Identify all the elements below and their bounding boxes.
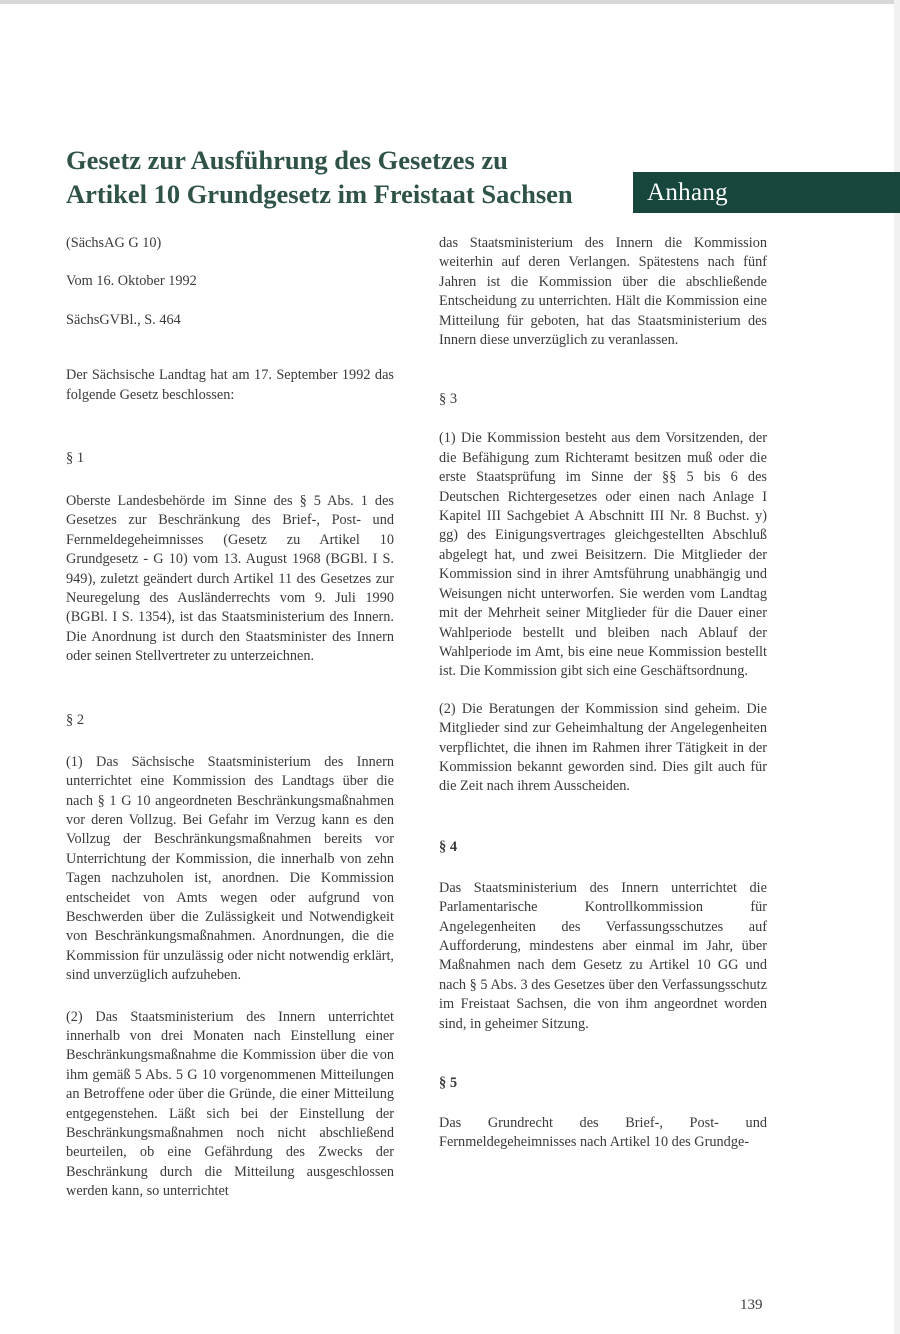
section-2-heading: § 2: [66, 711, 85, 728]
section-1-heading: § 1: [66, 450, 85, 467]
title-line-1: Gesetz zur Ausführung des Gesetzes zu: [66, 145, 508, 175]
section-3-heading: § 3: [439, 391, 458, 408]
top-border: [0, 0, 900, 4]
section-5-heading: § 5: [439, 1075, 458, 1091]
left-column: [66, 234, 394, 1202]
document-title: [66, 143, 626, 211]
section-2-paragraph-2: (2) Das Staatsministerium des Innern unterrichtet innerhalb von drei Monaten nach Einstellung einer Beschränkungsmaßnahme die Kommission über die von ihm gemäß 5 Abs. 5 G 10 vorgenommenen Mitteilungen an Betroffene oder über die Gründe, die einer Mitteilung entgegenstehen. Läßt sich bei der Einstellung der Beschränkungsmaßnahmen noch nicht abschließend beurteilen, ob eine Gefährdung des Zwecks der Beschränkung durch die Mitteilung ausgeschlossen werden kann, so unterrichtet: [66, 1008, 394, 1200]
section-5-text: Das Grundrecht des Brief-, Post- und Fernmeldegeheimnisses nach Artikel 10 des Grundge-: [439, 1115, 767, 1151]
gazette-reference: SächsGVBl., S. 464: [66, 311, 181, 328]
law-date: Vom 16. Oktober 1992: [66, 273, 197, 290]
section-4-text: Das Staatsministerium des Innern unterrichtet die Parlamentarische Kontrollkommission für Angelegenheiten des Verfassungsschutzes auf Aufforderung, mindestens aber einmal im Jahr, über Maßnahmen nach dem Gesetz zu Artikel 10 GG und nach § 5 Abs. 3 des Gesetzes über den Verfassungsschutz im Freistaat Sachsen, die von ihm angeordnet worden sind, in geheimer Sitzung.: [439, 879, 767, 1032]
title-line-2: Artikel 10 Grundgesetz im Freistaat Sachsen: [66, 179, 573, 209]
right-column: [439, 234, 767, 1153]
section-4-heading: § 4: [439, 838, 458, 855]
section-3-paragraph-1: (1) Die Kommission besteht aus dem Vorsitzenden, der die Befähigung zum Richteramt besitzen muß oder die erste Staatsprüfung im Sinne der §§ 5 bis 6 des Deutschen Richtergesetzes oder einen nach Anlage I Kapitel III Sachgebiet A Abschnitt III Nr. 8 Buchst. y) gg) des Einigungsvertrages gleichgestellten Abschluß abgelegt hat, und zwei Beisitzern. Die Mitglieder der Kommission sind in ihrer Amtsführung unabhängig und Weisungen nicht unterworfen. Sie werden vom Landtag mit der Mehrheit seiner Mitglieder für die Dauer einer Wahlperiode bestellt und bleiben nach Ablauf der Wahlperiode im Amt, bis eine neue Kommission bestellt ist. Die Kommission gibt sich eine Geschäftsordnung.: [439, 430, 767, 680]
section-1-text: Oberste Landesbehörde im Sinne des § 5 Abs. 1 des Gesetzes zur Beschränkung des Brief-, Post- und Fernmeldegeheimnisses (Gesetz zu Artikel 10 Grundgesetz - G 10) vom 13. August 1968 (BGBl. I S. 949), zuletzt geändert durch Artikel 11 des Gesetzes zur Neuregelung des Ausländerrechts vom 9. Juli 1990 (BGBl. I S. 1354), ist das Staatsministerium des Innern. Die Anordnung ist durch den Staatsminister des Innern oder seinen Stellvertreter zu unterzeichnen.: [66, 493, 394, 665]
page-number: 139: [740, 1297, 763, 1313]
section-2-paragraph-1: (1) Das Sächsische Staatsministerium des Innern unterrichtet eine Kommission des Landtags über die nach § 1 G 10 angeordneten Beschränkungsmaßnahmen vor deren Vollzug. Bei Gefahr im Verzug kann es den Vollzug der Beschränkungsmaßnahmen bereits vor Unterrichtung der Kommission, die innerhalb von zehn Tagen nachzuholen ist, anordnen. Die Kommission entscheidet von Amts wegen oder aufgrund von Beschwerden über die Zulässigkeit und Notwendigkeit von Beschränkungsmaßnahmen. Anordnungen, die die Kommission für unzulässig oder nicht notwendig erklärt, sind unverzüglich aufzuheben.: [66, 753, 394, 984]
section-2-paragraph-2-continued: das Staatsministerium des Innern die Kommission weiterhin auf deren Verlangen. Spätestens nach fünf Jahren ist die Kommission über die abschließende Entscheidung zu unterrichten. Hält die Kommission eine Mitteilung für geboten, hat das Staatsministerium des Innern diese unverzüglich zu veranlassen.: [439, 235, 767, 349]
section-tab-anhang: Anhang: [633, 172, 900, 213]
law-abbreviation: (SächsAG G 10): [66, 235, 162, 251]
preamble: Der Sächsische Landtag hat am 17. September 1992 das folgende Gesetz beschlossen:: [66, 367, 394, 403]
section-3-paragraph-2: (2) Die Beratungen der Kommission sind geheim. Die Mitglieder sind zur Geheimhaltung der Angelegenheiten verpflichtet, die ihnen im Rahmen ihrer Tätigkeit in der Kommission bekannt geworden sind. Dies gilt auch für die Zeit nach ihrem Ausscheiden.: [439, 700, 767, 795]
